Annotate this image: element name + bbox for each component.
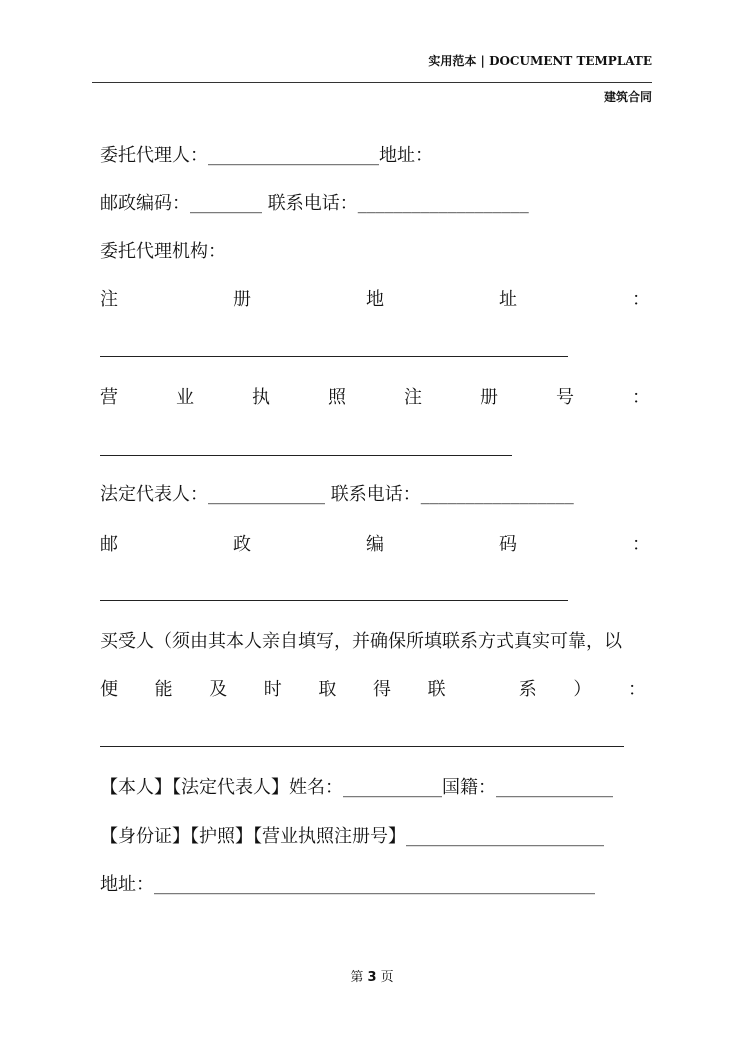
buyer-line: 买受人（须由其本人亲自填写，并确保所填联系方式真实可靠，以 (100, 631, 622, 652)
char: ： (632, 289, 650, 310)
postal-code-blank (100, 600, 568, 601)
char: 时 (263, 679, 282, 700)
char: 照 (328, 387, 346, 408)
header-title: 实用范本 | DOCUMENT TEMPLATE (428, 54, 652, 68)
page-number: 3 (367, 970, 377, 985)
char: 系 (518, 679, 537, 700)
license-number-label (100, 386, 650, 410)
char: 政 (233, 534, 251, 555)
char: 址 (499, 289, 517, 310)
legal-rep-line: 法定代表人：_____________ 联系电话：_________________ (100, 484, 574, 505)
char: 邮 (100, 534, 118, 555)
agency-label: 委托代理机构： (100, 241, 226, 262)
char: ： (632, 387, 650, 408)
char: 号 (556, 387, 574, 408)
page-footer (0, 966, 744, 985)
buyer-blank (100, 746, 624, 747)
buyer-line-continued (100, 678, 646, 702)
header-subtitle: 建筑合同 (603, 90, 652, 104)
char: 册 (233, 289, 251, 310)
license-number-blank (100, 455, 512, 456)
id-line: 【身份证】【护照】【营业执照注册号】______________________ (100, 826, 604, 847)
agent-postal-line: 邮政编码：________ 联系电话：___________________ (100, 193, 529, 214)
char: 地 (366, 289, 384, 310)
char: 取 (318, 679, 337, 700)
char: 便 (100, 679, 118, 700)
char: ： (627, 679, 646, 700)
char: ： (632, 534, 650, 555)
char: 执 (252, 387, 270, 408)
char: 联 (427, 679, 446, 700)
char: 码 (499, 534, 517, 555)
postal-code-label (100, 533, 650, 557)
header-rule (92, 82, 652, 83)
char: 册 (480, 387, 498, 408)
registered-address-blank (100, 356, 568, 357)
person-line: 【本人】【法定代表人】姓名：___________国籍：_____________ (100, 777, 613, 798)
char: 能 (154, 679, 173, 700)
char: 注 (404, 387, 422, 408)
address-line: 地址：_________________________________________________ (100, 874, 595, 895)
char: 得 (372, 679, 391, 700)
char: 营 (100, 387, 118, 408)
registered-address-label (100, 288, 650, 312)
footer-prefix: 第 (350, 970, 364, 985)
footer-suffix: 页 (380, 970, 394, 985)
char: 业 (176, 387, 194, 408)
char: 及 (209, 679, 228, 700)
char: ） (573, 679, 592, 700)
char: 注 (100, 289, 118, 310)
char: 编 (366, 534, 384, 555)
agent-line: 委托代理人：___________________地址： (100, 145, 433, 166)
